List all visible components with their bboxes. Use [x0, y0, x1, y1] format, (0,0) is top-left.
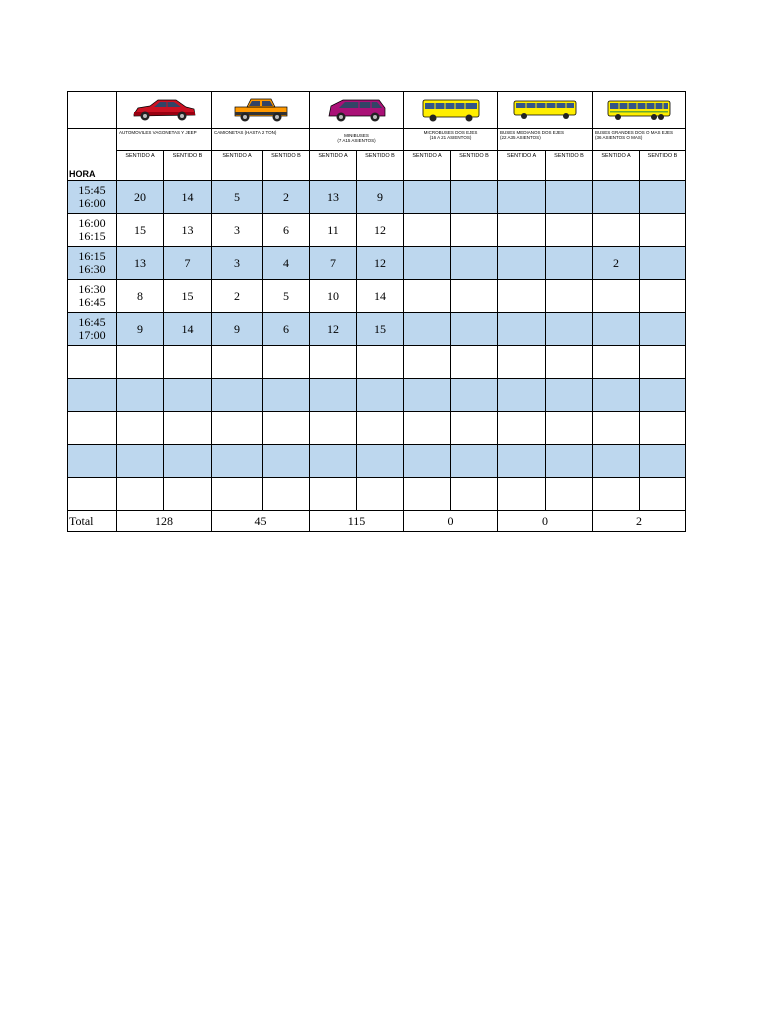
count-cell[interactable] — [357, 412, 404, 445]
count-cell[interactable] — [593, 445, 640, 478]
count-cell[interactable] — [404, 181, 451, 214]
vehicle-class-label: BUSES GRANDES DOS O MAS EJES (36 ASIENTOS O MAS) — [593, 129, 686, 151]
table-row — [68, 445, 686, 478]
count-cell[interactable] — [310, 478, 357, 511]
count-cell[interactable] — [546, 280, 593, 313]
count-cell[interactable] — [263, 346, 310, 379]
count-cell[interactable] — [593, 280, 640, 313]
table-row — [68, 280, 686, 313]
traffic-count-sheet — [67, 91, 685, 532]
count-cell[interactable]: 13 — [164, 214, 212, 247]
count-cell[interactable] — [546, 181, 593, 214]
count-cell[interactable] — [593, 478, 640, 511]
vehicle-class-row — [68, 129, 686, 151]
time-interval-cell — [68, 445, 117, 478]
count-cell[interactable] — [593, 346, 640, 379]
count-cell[interactable] — [593, 214, 640, 247]
table-row — [68, 412, 686, 445]
count-cell[interactable] — [640, 280, 686, 313]
count-cell[interactable] — [404, 280, 451, 313]
interval-start: 16:15 — [78, 249, 106, 263]
time-interval-cell — [68, 379, 117, 412]
count-cell[interactable] — [498, 313, 546, 346]
time-interval-cell — [68, 214, 117, 247]
count-cell[interactable]: 7 — [310, 247, 357, 280]
count-cell[interactable] — [640, 379, 686, 412]
microbus-icon — [420, 96, 482, 124]
count-cell[interactable] — [117, 478, 164, 511]
total-label: Total — [68, 511, 117, 532]
direction-header: SENTIDO B — [357, 151, 404, 181]
count-cell[interactable] — [498, 247, 546, 280]
count-cell[interactable] — [451, 445, 498, 478]
count-cell[interactable]: 9 — [117, 313, 164, 346]
table-row — [68, 247, 686, 280]
table-row — [68, 214, 686, 247]
vehicle-class-label: AUTOMOVILES VAGONETAS Y JEEP — [117, 129, 212, 151]
count-cell[interactable] — [451, 280, 498, 313]
count-cell[interactable]: 9 — [212, 313, 263, 346]
vehicle-image-cell — [404, 92, 498, 129]
count-cell[interactable] — [498, 280, 546, 313]
count-cell[interactable] — [546, 214, 593, 247]
count-cell[interactable] — [498, 412, 546, 445]
count-cell[interactable] — [263, 445, 310, 478]
count-cell[interactable]: 3 — [212, 214, 263, 247]
interval-start: 16:30 — [78, 282, 106, 296]
count-cell[interactable]: 14 — [164, 313, 212, 346]
table-row — [68, 346, 686, 379]
pickup-truck-icon — [231, 96, 291, 124]
count-cell[interactable] — [164, 478, 212, 511]
count-cell[interactable] — [357, 478, 404, 511]
count-cell[interactable] — [404, 412, 451, 445]
count-cell[interactable] — [546, 346, 593, 379]
total-cell: 0 — [404, 511, 498, 532]
interval-end: 16:45 — [78, 295, 106, 309]
count-cell[interactable] — [404, 379, 451, 412]
vehicle-image-cell — [593, 92, 686, 129]
count-cell[interactable] — [640, 214, 686, 247]
count-cell[interactable] — [593, 412, 640, 445]
count-cell[interactable]: 2 — [263, 181, 310, 214]
direction-header: SENTIDO A — [404, 151, 451, 181]
count-cell[interactable] — [310, 346, 357, 379]
vehicle-image-cell — [498, 92, 593, 129]
time-interval-cell — [68, 346, 117, 379]
count-cell[interactable] — [117, 412, 164, 445]
count-cell[interactable] — [263, 478, 310, 511]
count-cell[interactable]: 13 — [117, 247, 164, 280]
direction-header: SENTIDO B — [640, 151, 686, 181]
hora-header: HORA — [68, 129, 117, 181]
count-cell[interactable] — [263, 412, 310, 445]
count-cell[interactable] — [310, 412, 357, 445]
vehicle-image-cell — [310, 92, 404, 129]
count-cell[interactable] — [640, 181, 686, 214]
count-cell[interactable] — [593, 181, 640, 214]
count-cell[interactable] — [451, 379, 498, 412]
count-cell[interactable] — [640, 346, 686, 379]
count-cell[interactable]: 3 — [212, 247, 263, 280]
count-cell[interactable] — [640, 445, 686, 478]
count-cell[interactable] — [212, 379, 263, 412]
count-cell[interactable]: 12 — [310, 313, 357, 346]
count-cell[interactable] — [498, 445, 546, 478]
time-interval-cell — [68, 478, 117, 511]
count-cell[interactable]: 6 — [263, 214, 310, 247]
count-cell[interactable]: 10 — [310, 280, 357, 313]
count-cell[interactable] — [546, 379, 593, 412]
count-cell[interactable] — [498, 214, 546, 247]
vehicle-class-label: BUSES MEDIANOS DOS EJES (22 A35 ASIENTOS) — [498, 129, 593, 151]
count-cell[interactable]: 11 — [310, 214, 357, 247]
count-cell[interactable] — [212, 346, 263, 379]
count-cell[interactable] — [451, 478, 498, 511]
vehicle-count-table — [67, 91, 686, 532]
vehicle-image-cell — [212, 92, 310, 129]
count-cell[interactable]: 9 — [357, 181, 404, 214]
count-cell[interactable] — [404, 346, 451, 379]
interval-start: 15:45 — [78, 183, 106, 197]
large-bus-icon — [606, 98, 672, 122]
count-cell[interactable]: 5 — [263, 280, 310, 313]
table-row — [68, 181, 686, 214]
count-cell[interactable] — [546, 445, 593, 478]
direction-header: SENTIDO A — [212, 151, 263, 181]
table-row — [68, 478, 686, 511]
count-cell[interactable] — [451, 412, 498, 445]
count-cell[interactable]: 2 — [593, 247, 640, 280]
count-cell[interactable] — [640, 478, 686, 511]
direction-header: SENTIDO B — [164, 151, 212, 181]
count-cell[interactable] — [546, 247, 593, 280]
total-row — [68, 511, 686, 532]
count-cell[interactable] — [498, 346, 546, 379]
interval-end: 16:15 — [78, 229, 106, 243]
count-cell[interactable] — [546, 412, 593, 445]
vehicle-image-cell — [117, 92, 212, 129]
count-cell[interactable]: 15 — [164, 280, 212, 313]
count-cell[interactable]: 12 — [357, 247, 404, 280]
count-cell[interactable]: 15 — [357, 313, 404, 346]
count-cell[interactable] — [498, 478, 546, 511]
time-interval-cell — [68, 412, 117, 445]
interval-end: 16:00 — [78, 196, 106, 210]
interval-start: 16:45 — [78, 315, 106, 329]
direction-header: SENTIDO B — [546, 151, 593, 181]
count-cell[interactable] — [212, 445, 263, 478]
count-cell[interactable] — [451, 247, 498, 280]
direction-header: SENTIDO B — [263, 151, 310, 181]
medium-bus-icon — [512, 98, 578, 122]
count-cell[interactable] — [310, 379, 357, 412]
count-cell[interactable] — [212, 412, 263, 445]
total-cell: 0 — [498, 511, 593, 532]
count-cell[interactable] — [357, 379, 404, 412]
car-icon — [130, 96, 198, 124]
vehicle-image-row — [68, 92, 686, 129]
interval-end: 17:00 — [78, 328, 106, 342]
direction-row — [68, 151, 686, 181]
direction-header: SENTIDO A — [498, 151, 546, 181]
count-cell[interactable] — [451, 181, 498, 214]
count-cell[interactable] — [546, 313, 593, 346]
count-cell[interactable] — [404, 214, 451, 247]
count-cell[interactable] — [640, 247, 686, 280]
count-cell[interactable]: 14 — [164, 181, 212, 214]
direction-header: SENTIDO A — [117, 151, 164, 181]
total-cell: 128 — [117, 511, 212, 532]
count-cell[interactable] — [498, 379, 546, 412]
count-cell[interactable] — [593, 313, 640, 346]
count-cell[interactable] — [593, 379, 640, 412]
interval-start: 16:00 — [78, 216, 106, 230]
time-interval-cell — [68, 181, 117, 214]
count-cell[interactable] — [640, 313, 686, 346]
count-cell[interactable]: 2 — [212, 280, 263, 313]
total-cell: 45 — [212, 511, 310, 532]
count-cell[interactable] — [212, 478, 263, 511]
count-cell[interactable] — [451, 346, 498, 379]
vehicle-class-label: CAMIONETAS (HASTA 2 TON) — [212, 129, 310, 151]
count-cell[interactable] — [451, 214, 498, 247]
time-interval-cell — [68, 313, 117, 346]
count-cell[interactable] — [357, 346, 404, 379]
count-cell[interactable]: 7 — [164, 247, 212, 280]
count-cell[interactable]: 14 — [357, 280, 404, 313]
direction-header: SENTIDO B — [451, 151, 498, 181]
direction-header: SENTIDO A — [593, 151, 640, 181]
count-cell[interactable] — [164, 379, 212, 412]
table-row — [68, 379, 686, 412]
vehicle-class-label: MINIBUSES (7 A15 ASIENTOS) — [310, 129, 404, 151]
count-cell[interactable] — [164, 445, 212, 478]
count-cell[interactable] — [451, 313, 498, 346]
count-cell[interactable]: 12 — [357, 214, 404, 247]
count-cell[interactable]: 6 — [263, 313, 310, 346]
count-cell[interactable] — [546, 478, 593, 511]
count-cell[interactable]: 13 — [310, 181, 357, 214]
corner-cell — [68, 92, 117, 129]
count-cell[interactable] — [404, 313, 451, 346]
count-cell[interactable] — [310, 445, 357, 478]
count-cell[interactable]: 15 — [117, 214, 164, 247]
count-cell[interactable] — [164, 412, 212, 445]
interval-end: 16:30 — [78, 262, 106, 276]
time-interval-cell — [68, 247, 117, 280]
count-cell[interactable] — [164, 346, 212, 379]
total-cell: 115 — [310, 511, 404, 532]
count-cell[interactable] — [498, 181, 546, 214]
count-cell[interactable] — [404, 445, 451, 478]
count-cell[interactable] — [263, 379, 310, 412]
count-cell[interactable] — [640, 412, 686, 445]
count-cell[interactable]: 20 — [117, 181, 164, 214]
count-cell[interactable] — [117, 445, 164, 478]
count-cell[interactable]: 8 — [117, 280, 164, 313]
count-cell[interactable]: 4 — [263, 247, 310, 280]
count-cell[interactable]: 5 — [212, 181, 263, 214]
count-cell[interactable] — [117, 379, 164, 412]
vehicle-class-label: MICROBUSES DOS EJES (16 A 21 ASIENTOS) — [404, 129, 498, 151]
count-cell[interactable] — [117, 346, 164, 379]
minibus-icon — [325, 96, 389, 124]
total-cell: 2 — [593, 511, 686, 532]
table-row — [68, 313, 686, 346]
count-cell[interactable] — [404, 247, 451, 280]
time-interval-cell — [68, 280, 117, 313]
count-cell[interactable] — [404, 478, 451, 511]
direction-header: SENTIDO A — [310, 151, 357, 181]
count-cell[interactable] — [357, 445, 404, 478]
